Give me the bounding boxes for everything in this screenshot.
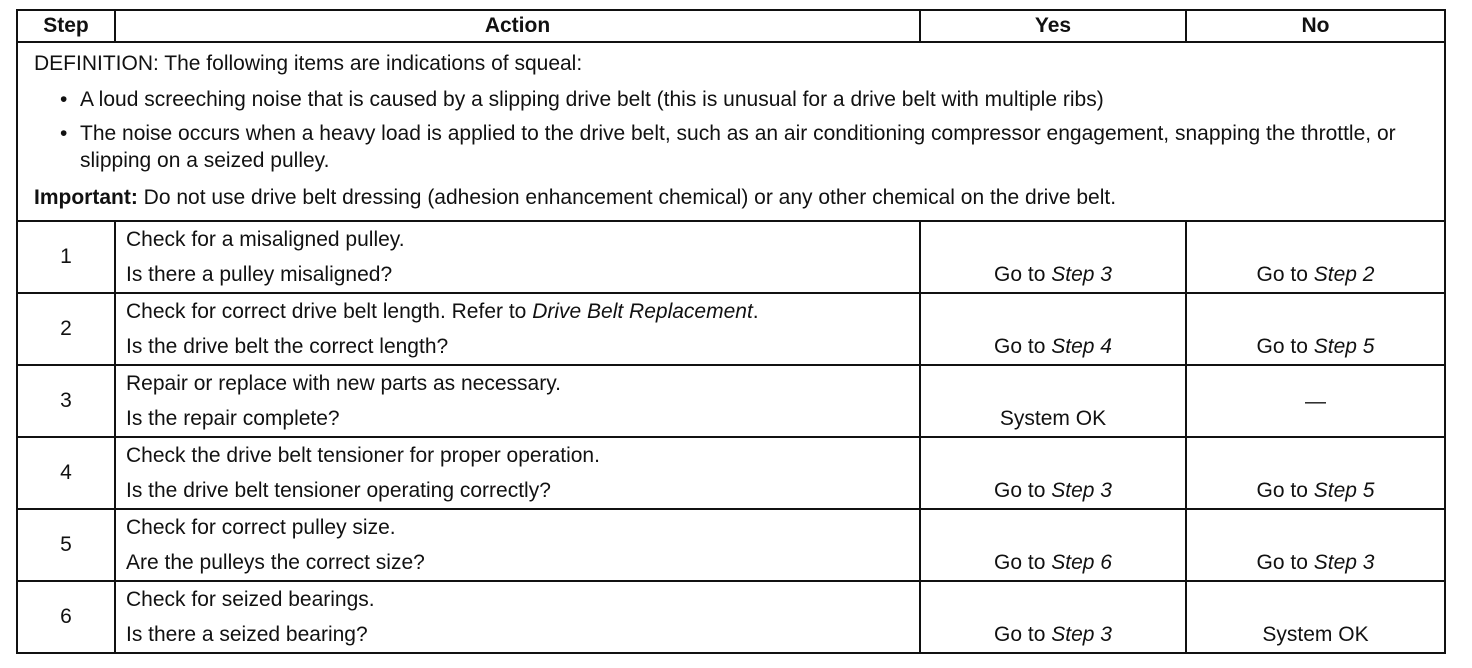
no-step-link[interactable]: Step 2 — [1313, 263, 1375, 286]
table-row — [17, 581, 1445, 653]
action-cell — [115, 221, 920, 293]
table-row — [17, 437, 1445, 509]
action-instruction — [126, 294, 909, 329]
no-prefix: Go to — [1256, 335, 1314, 358]
yes-prefix: Go to — [994, 335, 1052, 358]
no-step-link[interactable]: Step 5 — [1313, 335, 1375, 358]
diagnostic-table — [16, 9, 1446, 654]
action-instruction: Check for correct pulley size. — [126, 516, 396, 539]
no-prefix: Go to — [1256, 479, 1314, 502]
definition-bullet — [34, 120, 1428, 174]
table-row — [17, 293, 1445, 365]
header-no: No — [1186, 10, 1445, 42]
table-row — [17, 509, 1445, 581]
table-row — [17, 221, 1445, 293]
yes-step-link[interactable]: Step 3 — [1051, 479, 1112, 502]
step-number: 4 — [17, 437, 115, 509]
important-label: Important: — [34, 186, 138, 209]
action-cell — [115, 293, 920, 365]
no-step-link[interactable]: Step 3 — [1313, 551, 1375, 574]
yes-cell — [920, 221, 1186, 293]
action-question: Is the drive belt the correct length? — [126, 335, 449, 358]
action-question: Is the repair complete? — [126, 407, 340, 430]
action-question: Is there a pulley misaligned? — [126, 263, 393, 286]
no-cell: — — [1186, 365, 1445, 437]
bullet-text: The noise occurs when a heavy load is applied to the drive belt, such as an air conditioning compressor engagement, snapping the throttle, or slipping on a seized pulley. — [80, 122, 1396, 172]
step-number: 5 — [17, 509, 115, 581]
header-yes: Yes — [920, 10, 1186, 42]
definition-row — [17, 42, 1445, 221]
action-instruction-suffix: . — [752, 300, 759, 323]
action-cell — [115, 509, 920, 581]
header-row — [17, 10, 1445, 42]
yes-step-link[interactable]: Step 3 — [1051, 263, 1112, 286]
no-cell — [1186, 221, 1445, 293]
yes-step-link[interactable]: Step 3 — [1051, 623, 1112, 646]
yes-cell — [920, 509, 1186, 581]
no-prefix: Go to — [1256, 263, 1314, 286]
action-instruction-text: Check for correct drive belt length. Refer to — [126, 300, 533, 323]
important-note — [34, 181, 1428, 214]
no-cell — [1186, 293, 1445, 365]
action-question: Are the pulleys the correct size? — [126, 551, 425, 574]
action-instruction: Check the drive belt tensioner for proper operation. — [126, 444, 600, 467]
yes-step-link[interactable]: Step 4 — [1051, 335, 1112, 358]
header-action: Action — [115, 10, 920, 42]
table-row — [17, 365, 1445, 437]
no-cell — [1186, 437, 1445, 509]
action-instruction: Check for seized bearings. — [126, 588, 375, 611]
action-cell — [115, 437, 920, 509]
definition-cell — [17, 42, 1445, 221]
no-step-link[interactable]: Step 5 — [1313, 479, 1375, 502]
yes-cell — [920, 581, 1186, 653]
header-step: Step — [17, 10, 115, 42]
definition-intro: DEFINITION: The following items are indications of squeal: — [34, 52, 583, 75]
important-text: Do not use drive belt dressing (adhesion enhancement chemical) or any other chemical on the drive belt. — [137, 186, 1117, 209]
action-cell — [115, 365, 920, 437]
yes-cell — [920, 293, 1186, 365]
yes-prefix: Go to — [994, 479, 1052, 502]
action-instruction: Repair or replace with new parts as necessary. — [126, 372, 561, 395]
definition-bullet — [34, 86, 1428, 113]
drive-belt-replacement-link[interactable]: Drive Belt Replacement — [532, 300, 753, 323]
no-cell — [1186, 509, 1445, 581]
yes-prefix: Go to — [994, 551, 1052, 574]
yes-prefix: Go to — [994, 263, 1052, 286]
action-cell — [115, 581, 920, 653]
yes-prefix: Go to — [994, 623, 1052, 646]
action-question: Is the drive belt tensioner operating correctly? — [126, 479, 551, 502]
bullet-icon: • — [60, 88, 68, 111]
action-question: Is there a seized bearing? — [126, 623, 368, 646]
no-prefix: Go to — [1256, 551, 1314, 574]
action-instruction: Check for a misaligned pulley. — [126, 228, 405, 251]
yes-step-link[interactable]: Step 6 — [1051, 551, 1112, 574]
step-number: 2 — [17, 293, 115, 365]
step-number: 1 — [17, 221, 115, 293]
bullet-text: A loud screeching noise that is caused by a slipping drive belt (this is unusual for a drive belt with multiple ribs) — [80, 88, 1104, 111]
step-number: 6 — [17, 581, 115, 653]
yes-cell — [920, 437, 1186, 509]
bullet-icon: • — [60, 122, 68, 145]
step-number: 3 — [17, 365, 115, 437]
no-cell: System OK — [1186, 581, 1445, 653]
yes-cell: System OK — [920, 365, 1186, 437]
